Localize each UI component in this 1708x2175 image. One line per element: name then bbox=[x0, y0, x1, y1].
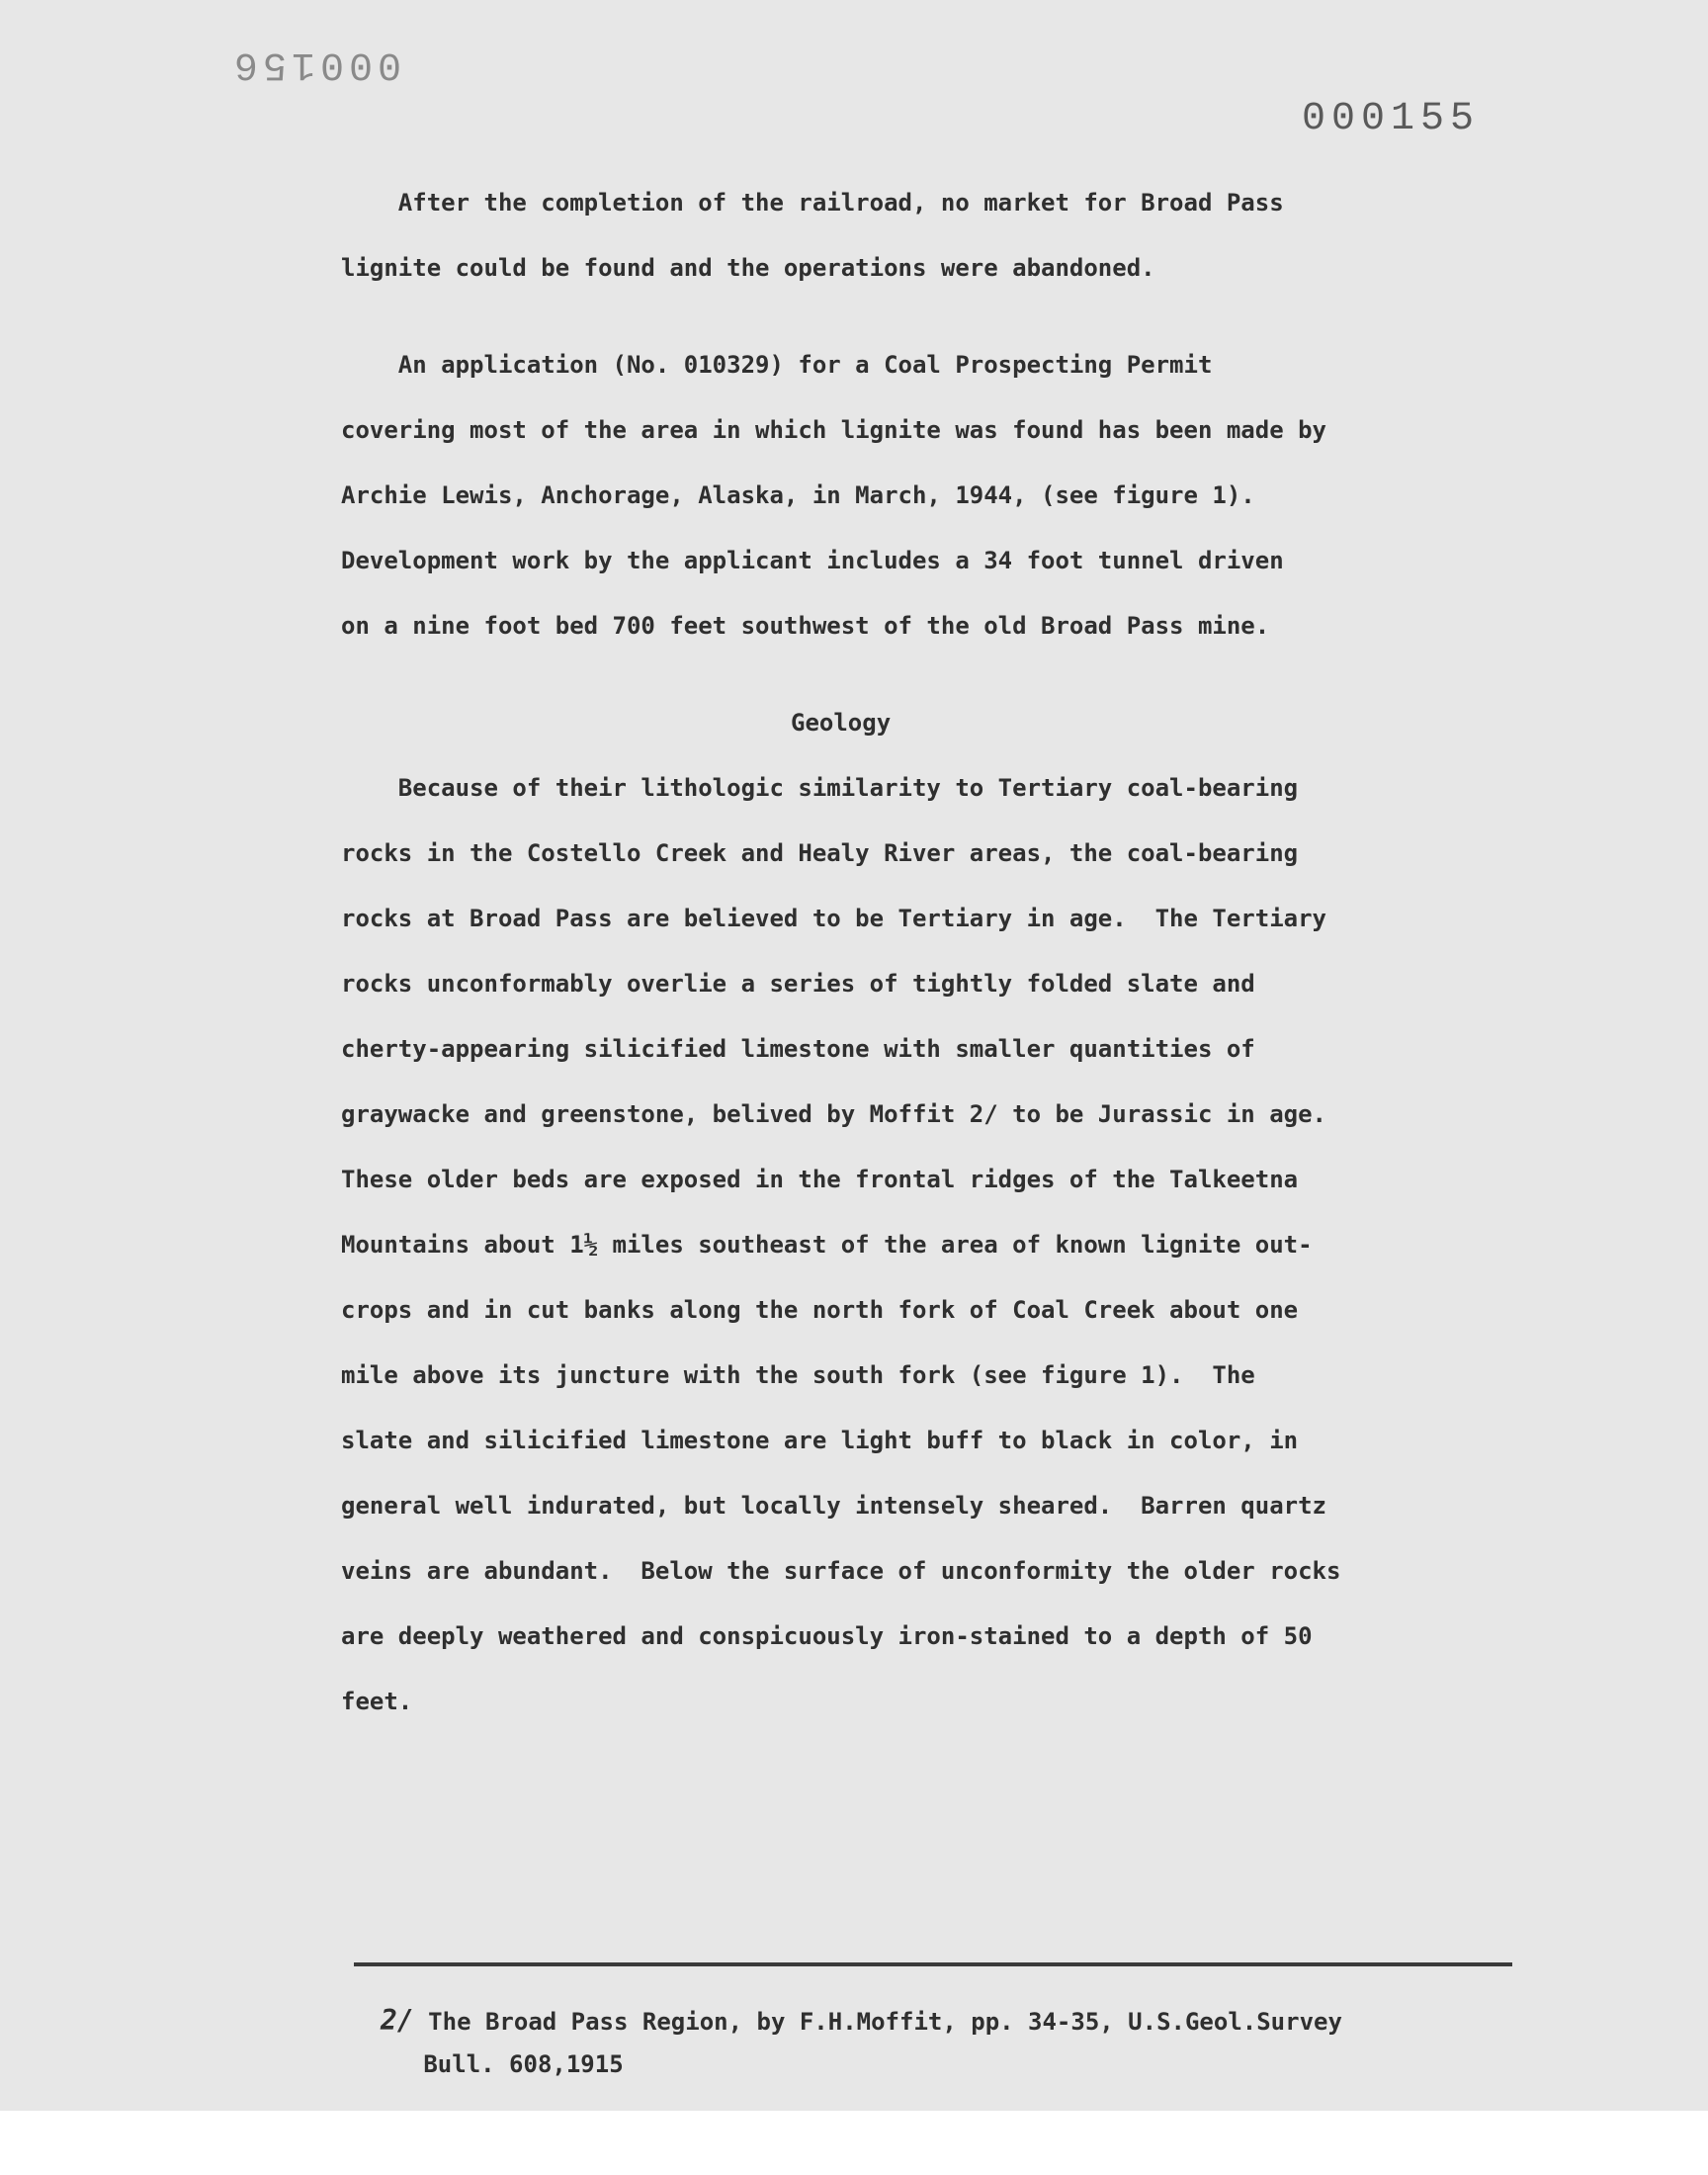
text-line: are deeply weathered and conspicuously iron-stained to a depth of 50 bbox=[341, 1622, 1313, 1650]
text-line: Because of their lithologic similarity to Tertiary coal-bearing bbox=[341, 774, 1299, 802]
text-line: feet. bbox=[341, 1688, 413, 1715]
text-line: Mountains about 1½ miles southeast of the area of known lignite out- bbox=[341, 1231, 1313, 1259]
footnote-divider bbox=[354, 1962, 1512, 1966]
footnote-marker: 2/ bbox=[381, 2004, 414, 2037]
footnote bbox=[381, 1999, 1517, 2086]
text-line: Development work by the applicant includes a 34 foot tunnel driven bbox=[341, 547, 1284, 574]
section-heading-geology: Geology bbox=[791, 709, 892, 737]
text-line: veins are abundant. Below the surface of unconformity the older rocks bbox=[341, 1557, 1341, 1585]
paragraph-railroad bbox=[341, 170, 1527, 301]
text-line: These older beds are exposed in the frontal ridges of the Talkeetna bbox=[341, 1166, 1299, 1193]
text-line: An application (No. 010329) for a Coal Prospecting Permit bbox=[341, 351, 1213, 379]
footnote-line-2: Bull. 608,1915 bbox=[381, 2050, 624, 2078]
text-line: general well indurated, but locally intensely sheared. Barren quartz bbox=[341, 1492, 1326, 1520]
text-line: on a nine foot bed 700 feet southwest of the old Broad Pass mine. bbox=[341, 612, 1270, 640]
text-line: crops and in cut banks along the north fork of Coal Creek about one bbox=[341, 1296, 1299, 1324]
text-line: lignite could be found and the operations were abandoned. bbox=[341, 254, 1155, 282]
text-line: Archie Lewis, Anchorage, Alaska, in March, 1944, (see figure 1). bbox=[341, 481, 1255, 509]
paragraph-application bbox=[341, 332, 1527, 658]
text-line: graywacke and greenstone, belived by Moffit 2/ to be Jurassic in age. bbox=[341, 1100, 1326, 1128]
text-line: mile above its juncture with the south fork (see figure 1). The bbox=[341, 1361, 1255, 1389]
text-line: rocks unconformably overlie a series of tightly folded slate and bbox=[341, 970, 1255, 998]
archive-stamp-top: 000156 bbox=[229, 42, 402, 86]
text-line: covering most of the area in which lignite was found has been made by bbox=[341, 416, 1326, 444]
footnote-line-1 bbox=[381, 1999, 1517, 2043]
text-line: rocks at Broad Pass are believed to be Tertiary in age. The Tertiary bbox=[341, 905, 1326, 932]
body-text bbox=[341, 170, 1527, 1734]
text-line: After the completion of the railroad, no market for Broad Pass bbox=[341, 189, 1284, 217]
text-line: slate and silicified limestone are light buff to black in color, in bbox=[341, 1427, 1299, 1454]
page-number-stamp: 000155 bbox=[1302, 97, 1481, 141]
footnote-text: The Broad Pass Region, by F.H.Moffit, pp. 34-35, U.S.Geol.Survey bbox=[413, 2008, 1342, 2036]
text-line: cherty-appearing silicified limestone with smaller quantities of bbox=[341, 1035, 1255, 1063]
paragraph-geology bbox=[341, 755, 1527, 1734]
text-line: rocks in the Costello Creek and Healy River areas, the coal-bearing bbox=[341, 839, 1299, 867]
